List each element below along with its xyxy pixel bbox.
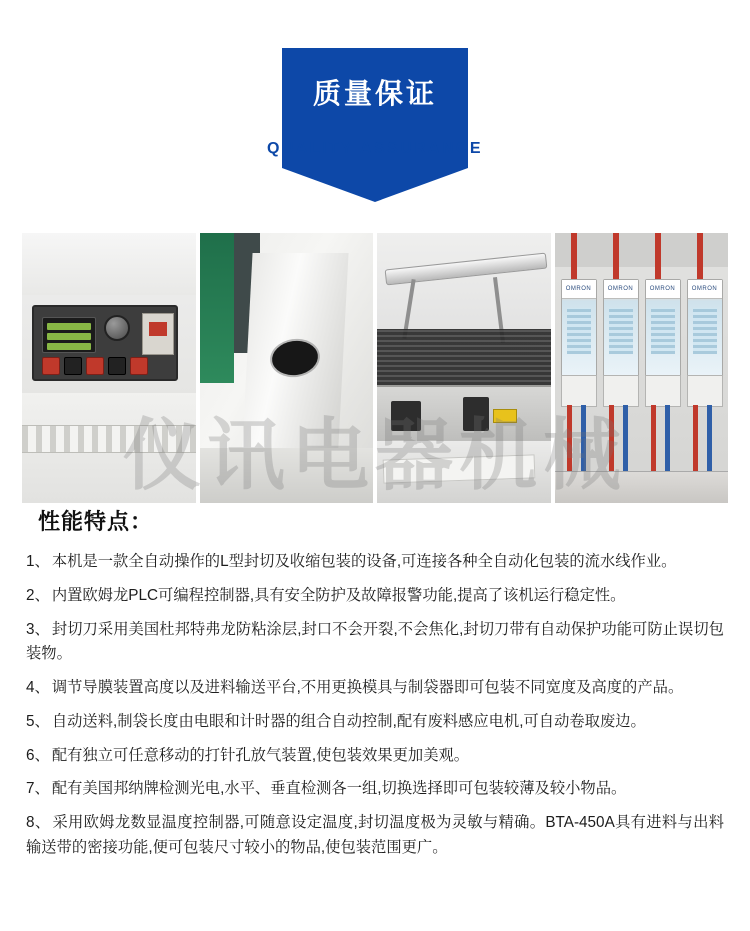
switch-red-3 — [130, 357, 148, 375]
machine-top-surface — [22, 233, 196, 295]
photo-relay-terminals — [555, 233, 729, 503]
list-item-text: 本机是一款全自动操作的L型封切及收缩包装的设备,可连接各种全自动化包装的流水线作业。 — [51, 553, 677, 570]
din-rail — [555, 471, 729, 503]
relay-socket-4 — [687, 375, 723, 407]
lower-blue-wire-4 — [707, 405, 712, 475]
list-item-index: 6、 — [26, 746, 50, 764]
red-wire-3 — [655, 233, 661, 285]
relay-socket-1 — [561, 375, 597, 407]
list-item-text: 内置欧姆龙PLC可编程控制器,具有安全防护及故障报警功能,提高了该机运行稳定性。 — [51, 586, 626, 604]
switch-red-1 — [42, 357, 60, 375]
list-item — [26, 584, 724, 609]
list-item — [26, 710, 724, 735]
sealing-bar — [385, 253, 548, 286]
list-item-index: 7、 — [26, 780, 50, 798]
lower-blue-wire-3 — [665, 405, 670, 475]
lower-red-wire-2 — [609, 405, 614, 475]
list-item-index: 2、 — [26, 586, 50, 604]
lower-blue-wire-2 — [623, 405, 628, 475]
watermark-text: 仪讯电器机械 — [122, 411, 627, 499]
lower-red-wire-4 — [693, 405, 698, 475]
list-item — [26, 550, 724, 575]
switch-black-1 — [64, 357, 82, 375]
photo-control-panel — [22, 233, 196, 503]
relay-module-4: OMRON — [687, 279, 723, 377]
quality-assurance-banner — [0, 0, 750, 215]
list-item — [26, 811, 724, 861]
photo-machine-frame — [200, 233, 374, 503]
yellow-sticker — [493, 409, 517, 423]
mount-block-right — [463, 397, 489, 431]
list-item-text: 调节导膜装置高度以及进料输送平台,不用更换模具与制袋器即可包装不同宽度及高度的产品。 — [51, 679, 684, 697]
banner-title-en: QUALITY ASSURANCE — [267, 140, 483, 157]
list-item-index: 4、 — [26, 679, 50, 697]
red-wire-1 — [571, 233, 577, 285]
list-item-text: 自动送料,制袋长度由电眼和计时器的组合自动控制,配有废料感应电机,可自动卷取废边。 — [51, 712, 646, 730]
conveyor-rail — [22, 425, 196, 453]
relay-module-1: OMRON — [561, 279, 597, 377]
list-item — [26, 777, 724, 802]
list-item-index: 3、 — [26, 620, 50, 638]
green-background-panel — [200, 233, 234, 383]
list-item-index: 8、 — [26, 814, 51, 832]
list-item-index: 5、 — [26, 712, 50, 730]
rotary-knob-icon — [104, 315, 130, 341]
red-wire-4 — [697, 233, 703, 285]
banner-title-cn: 质量保证 — [312, 78, 437, 109]
mount-block-left — [391, 401, 421, 431]
mesh-conveyor — [377, 329, 551, 387]
product-photo-strip — [22, 233, 728, 503]
list-item-text: 配有独立可任意移动的打针孔放气装置,使包装效果更加美观。 — [51, 746, 470, 764]
photo-sealing-blade — [377, 233, 551, 503]
list-item — [26, 744, 724, 769]
relay-module-2: OMRON — [603, 279, 639, 377]
digital-display — [42, 317, 96, 353]
list-item — [26, 618, 724, 668]
circuit-breaker — [142, 313, 174, 355]
switch-black-2 — [108, 357, 126, 375]
lower-red-wire-3 — [651, 405, 656, 475]
lower-red-wire-1 — [567, 405, 572, 475]
banner-arrow-shape — [282, 168, 468, 202]
relay-module-3: OMRON — [645, 279, 681, 377]
relay-socket-3 — [645, 375, 681, 407]
lower-blue-wire-1 — [581, 405, 586, 475]
list-item-text: 配有美国邦纳牌检测光电,水平、垂直检测各一组,切换选择即可包装较薄及较小物品。 — [51, 780, 627, 798]
floor-surface — [200, 448, 374, 503]
list-item — [26, 676, 724, 701]
list-item-text: 封切刀采用美国杜邦特弗龙防粘涂层,封口不会开裂,不会焦化,封切刀带有自动保护功能可防止误切包装物。 — [26, 620, 724, 663]
features-section — [0, 505, 750, 870]
list-item-text: 采用欧姆龙数显温度控制器,可随意设定温度,封切温度极为灵敏与精确。BTA-450A具有进料与出料输送带的密接功能,便可包装尺寸较小的物品,使包装范围更广。 — [26, 814, 725, 856]
section-title: 性能特点： — [38, 509, 154, 534]
feature-list — [0, 550, 750, 861]
red-wire-2 — [613, 233, 619, 285]
list-item-index: 1、 — [26, 553, 50, 570]
switch-red-2 — [86, 357, 104, 375]
relay-socket-2 — [603, 375, 639, 407]
